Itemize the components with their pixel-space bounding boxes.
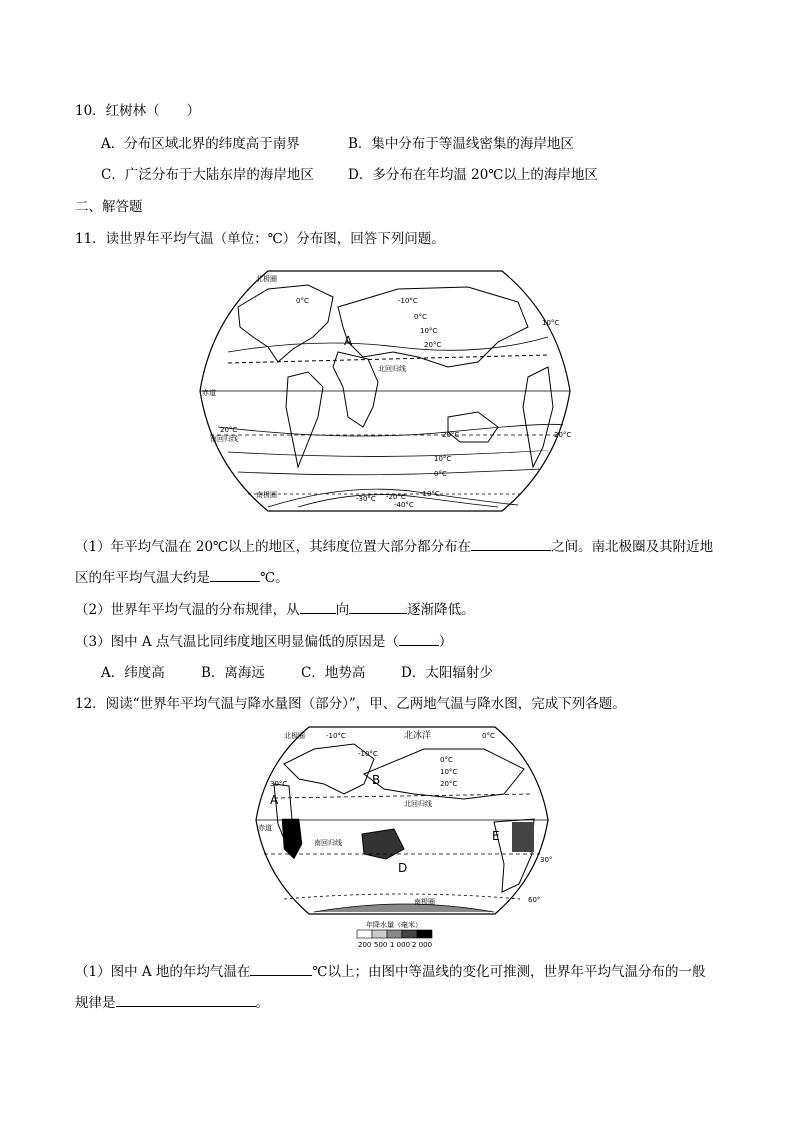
- q11-p1-text-a: （1）年平均气温在 20℃以上的地区，其纬度位置大部分都分布在: [75, 539, 472, 555]
- q11-world-temperature-map: [198, 267, 572, 515]
- legend-value: 1 000: [390, 941, 411, 949]
- label-equator: 赤道: [258, 824, 272, 832]
- q10-option-c[interactable]: C．广泛分布于大陆东岸的海岸地区: [101, 167, 314, 183]
- label-point-b: B: [372, 773, 381, 787]
- isotherm-label: -10°C: [420, 490, 440, 498]
- isotherm-label: -10°C: [358, 750, 378, 758]
- q11-p2-text-a: （2）世界年平均气温的分布规律，从: [75, 602, 300, 618]
- q11-p2-text-c: 逐渐降低。: [407, 602, 475, 618]
- q11-p2-text-b: 向: [335, 602, 350, 618]
- q11-p1-text-b: 之间。南北极圈及其附近地: [551, 539, 714, 555]
- label-tropic-capricorn: 南回归线: [314, 839, 342, 847]
- q10-stem: 10．红树林（ ）: [75, 103, 201, 119]
- label-antarctic-circle: 南极圈: [414, 898, 435, 906]
- label-tropic-cancer: 北回归线: [404, 800, 432, 808]
- label-arctic-circle: 北极圈: [256, 275, 277, 283]
- q10-option-a[interactable]: A．分布区域北界的纬度高于南界: [101, 136, 300, 152]
- isotherm-label: -10°C: [398, 297, 418, 305]
- isotherm-label: 0°C: [440, 756, 453, 764]
- section-heading: 二、解答题: [75, 199, 143, 215]
- label-antarctic-circle: 南极圈: [256, 491, 277, 499]
- q12-p1-text-d: 。: [255, 995, 269, 1011]
- label-point-d: D: [398, 861, 408, 875]
- q11-p3-option-d[interactable]: D．太阳辐射少: [401, 665, 493, 681]
- latitude-label: 30°: [540, 856, 553, 864]
- isotherm-label: -10°C: [326, 732, 346, 740]
- q11-p2-blank-2[interactable]: [349, 599, 407, 614]
- latitude-label: 60°: [528, 896, 541, 904]
- q11-p2-blank-1[interactable]: [300, 599, 336, 614]
- q12-p1-text-c: 规律是: [75, 995, 116, 1011]
- q12-world-temperature-precipitation-map: [254, 724, 553, 956]
- isotherm-label: 10°C: [542, 319, 560, 327]
- isotherm-label: 0°C: [434, 470, 447, 478]
- q11-part3: [75, 631, 452, 652]
- q11-p1-blank-2[interactable]: [210, 567, 260, 582]
- isotherm-label: 20°C: [220, 426, 238, 434]
- isotherm-label: 20°C: [440, 780, 458, 788]
- q11-part1-line1: [75, 536, 713, 557]
- q11-p3-option-c[interactable]: C．地势高: [301, 665, 366, 681]
- isotherm-label: -40°C: [394, 501, 414, 509]
- isotherm-label: -20°C: [386, 493, 406, 501]
- q12-p1-text-b: ℃以上；由图中等温线的变化可推测，世界年平均气温分布的一般: [312, 964, 706, 980]
- q11-p3-text-a: （3）图中 A 点气温比同纬度地区明显偏低的原因是（: [75, 634, 399, 650]
- label-equator: 赤道: [202, 389, 216, 397]
- q11-p1-text-c: 区的年平均气温大约是: [75, 570, 210, 586]
- isotherm-label: 0°C: [414, 313, 427, 321]
- isotherm-label: 10°C: [434, 455, 452, 463]
- isotherm-label: 20°C: [554, 431, 572, 439]
- label-point-e: E: [492, 829, 500, 843]
- q12-part1-line1: [75, 961, 706, 982]
- q11-p3-blank[interactable]: [399, 631, 439, 646]
- isotherm-label: 10°C: [440, 768, 458, 776]
- q11-p1-text-d: ℃。: [260, 570, 289, 586]
- q11-p3-option-a[interactable]: A．纬度高: [101, 665, 165, 681]
- q12-stem: 12．阅读“世界年平均气温与降水量图（部分）”，甲、乙两地气温与降水图，完成下列各题。: [75, 696, 626, 712]
- q10-option-d[interactable]: D．多分布在年均温 20℃以上的海岸地区: [348, 167, 598, 183]
- label-tropic-cancer: 北回归线: [378, 365, 406, 373]
- legend-value: 200: [358, 941, 372, 949]
- q11-p3-text-b: ）: [438, 634, 453, 650]
- q11-part1-line2: [75, 567, 289, 588]
- label-tropic-capricorn: 南回归线: [210, 435, 238, 443]
- legend-value: 500: [374, 941, 388, 949]
- q11-p3-option-b[interactable]: B．离海远: [201, 665, 265, 681]
- isotherm-label: -30°C: [356, 495, 376, 503]
- isotherm-label: 30°C: [270, 780, 288, 788]
- label-arctic-ocean: 北冰洋: [404, 731, 432, 741]
- isotherm-label: 0°C: [482, 732, 495, 740]
- legend-title: 年降水量（毫米）: [366, 921, 422, 929]
- q10-option-b[interactable]: B．集中分布于等温线密集的海岸地区: [348, 136, 574, 152]
- label-point-a: A: [344, 334, 353, 348]
- legend-value: 2 000: [412, 941, 433, 949]
- q12-p1-blank-1[interactable]: [250, 961, 312, 976]
- label-point-a: A: [270, 793, 279, 807]
- isotherm-label: 20°C: [442, 431, 460, 439]
- q11-stem: 11．读世界年平均气温（单位：℃）分布图，回答下列问题。: [75, 231, 445, 247]
- label-arctic-circle: 北极圈: [284, 732, 305, 740]
- q11-part2: [75, 599, 475, 620]
- isotherm-label: 0°C: [296, 297, 309, 305]
- isotherm-label: 10°C: [420, 327, 438, 335]
- q12-p1-blank-2[interactable]: [116, 992, 256, 1007]
- q12-p1-text-a: （1）图中 A 地的年均气温在: [75, 964, 251, 980]
- q12-part1-line2: [75, 992, 269, 1013]
- isotherm-label: 20°C: [424, 341, 442, 349]
- q11-p1-blank-1[interactable]: [471, 536, 551, 551]
